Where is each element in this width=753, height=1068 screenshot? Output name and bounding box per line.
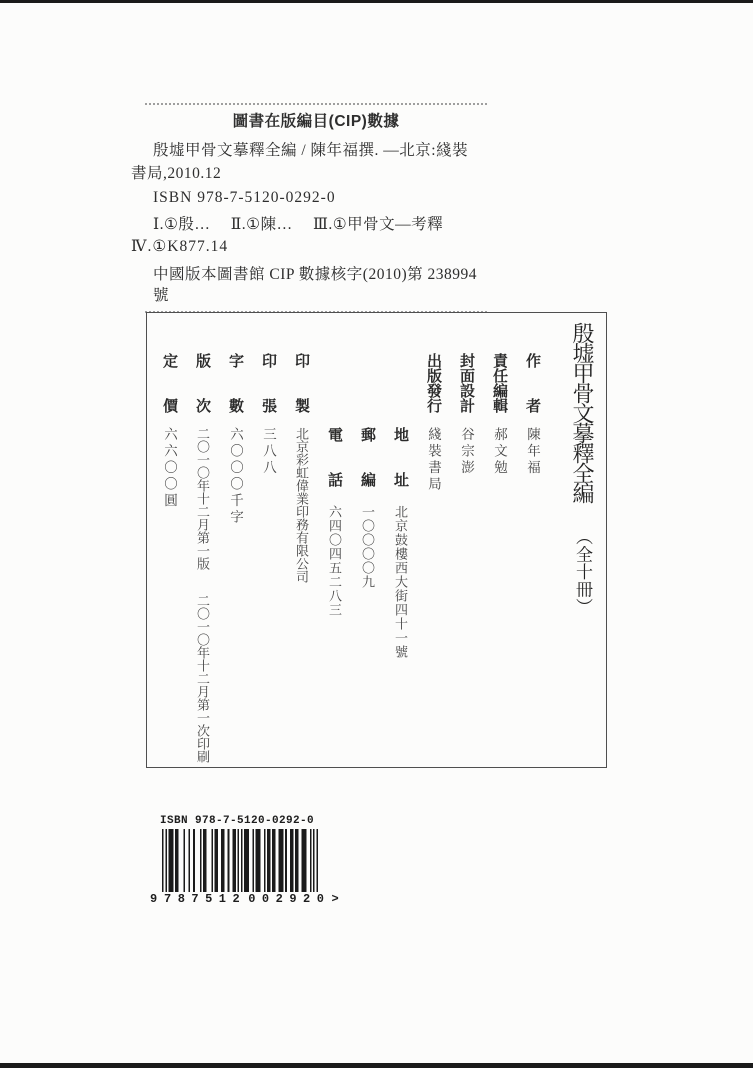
field-label: 封面設計 [458,353,475,413]
colophon-field-price [159,313,180,767]
field-value: 郝文勉 [492,427,507,477]
field-value: 二〇一〇年十二月第一版 [195,427,210,570]
colophon-field-word-count [225,313,246,767]
cip-rule-top [145,103,487,105]
colophon-box [146,312,607,768]
field-label: 印 張 [260,353,277,413]
field-value: 六四〇四五二八三 [327,505,342,617]
field-value: 一〇〇〇〇九 [360,505,375,589]
field-value: 北京彩虹偉業印務有限公司 [294,427,309,583]
field-value-second: 二〇一〇年十二月第一次印刷 [195,594,210,763]
field-label: 定 價 [161,353,178,413]
field-value: 六〇〇〇千字 [228,427,243,526]
field-value: 陳年福 [525,427,540,477]
cip-line-publisher: 書局,2010.12 [131,165,222,182]
barcode-digit-group-1: 787512 [164,892,247,906]
barcode-bars [162,829,318,892]
colophon-field-cover-design [456,313,477,767]
colophon-field-address [390,313,411,767]
colophon-field-sheets [258,313,279,767]
colophon-field-postcode [357,313,378,767]
scan-edge-top [0,0,753,3]
book-volume-note: （全十冊） [573,528,592,616]
barcode-digit-leading: 9 [150,892,158,906]
barcode-digits [150,893,350,906]
scan-edge-bottom [0,1063,753,1068]
barcode-isbn-text: ISBN 978-7-5120-0292-0 [160,815,315,827]
colophon-title-column [567,313,598,767]
colophon-field-edition [192,313,213,767]
cip-line-title-statement: 殷墟甲骨文摹釋全編 / 陳年福撰. —北京:綫裝 [153,142,469,159]
colophon-columns [147,313,607,767]
field-value: 六六〇〇圓 [162,427,177,510]
cip-line-isbn: ISBN 978-7-5120-0292-0 [153,189,336,206]
field-label: 地 址 [392,427,409,487]
cip-block [131,103,487,313]
book-title: 殷墟甲骨文摹釋全編 [570,322,595,502]
field-label: 字 數 [227,353,244,413]
colophon-field-publisher [423,313,444,767]
cip-line-classification-2: Ⅳ.①K877.14 [131,238,229,255]
field-label: 責任編輯 [491,353,508,413]
cip-line-classification-1: Ⅰ.①殷… Ⅱ.①陳… Ⅲ.①甲骨文—考釋 [153,216,444,233]
field-label: 作 者 [524,353,541,413]
colophon-field-editor [489,313,510,767]
field-label: 郵 編 [359,427,376,487]
field-label: 版 次 [194,353,211,413]
field-label: 印 製 [293,353,310,413]
field-value: 谷宗澎 [459,427,474,477]
cip-title: 圖書在版編目(CIP)數據 [232,113,400,130]
colophon-field-telephone [324,313,345,767]
barcode-end-mark: > [331,892,339,906]
field-value: 三八八 [261,427,276,477]
field-label: 出版發行 [425,353,442,413]
field-value: 綫裝書局 [426,427,441,493]
barcode-block [150,815,350,906]
barcode-digit-group-2: 002920 [248,892,331,906]
cip-line-record-number: 中國版本圖書館 CIP 數據核字(2010)第 238994 號 [153,266,477,304]
colophon-field-author [522,313,543,767]
field-value: 北京鼓樓西大街四十一號 [393,505,408,659]
colophon-field-printer [291,313,312,767]
field-label: 電 話 [326,427,343,487]
